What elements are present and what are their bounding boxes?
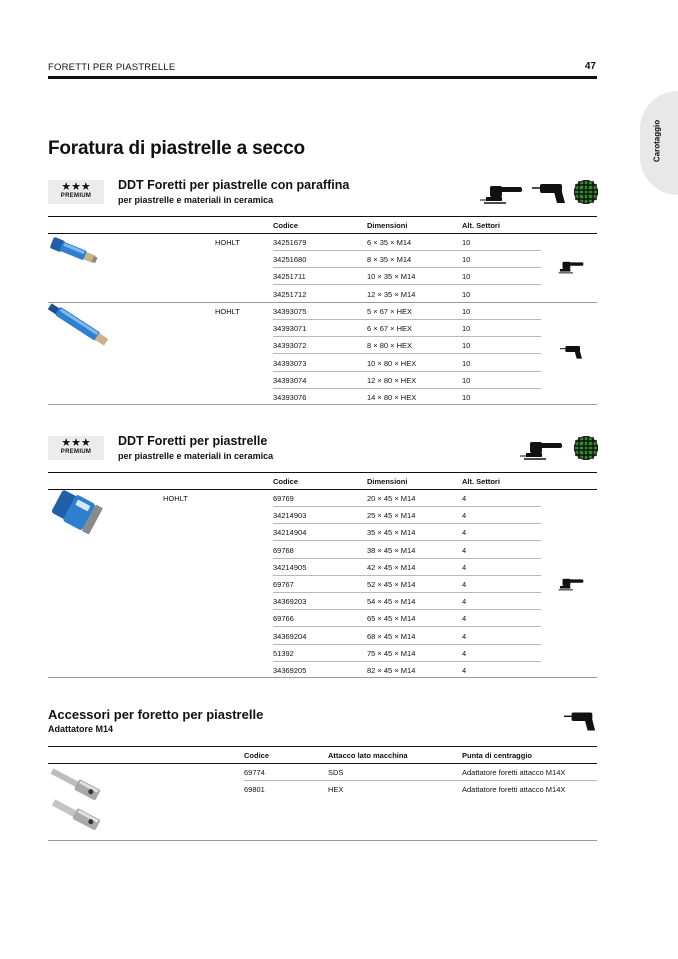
product-sectors: 4 — [462, 545, 467, 555]
accessory-description: Adattatore foretti attacco M14X — [462, 785, 566, 794]
row-divider — [273, 319, 541, 320]
product-dimensions: 6 × 67 × HEX — [367, 324, 413, 334]
product-sectors: 10 — [462, 255, 471, 265]
angle-grinder-icon — [480, 182, 526, 206]
table-header-rule — [48, 233, 597, 234]
product-code: 34393073 — [273, 358, 307, 368]
side-tab-label: Carotaggio — [652, 119, 662, 163]
column-header: Dimensioni — [367, 477, 408, 486]
row-divider — [273, 609, 541, 610]
product-code: 69766 — [273, 614, 294, 624]
product-code: 34393076 — [273, 393, 307, 402]
row-divider — [273, 592, 541, 593]
product-code: 34251679 — [273, 238, 307, 247]
product-image-long-bit — [48, 303, 114, 349]
tile-material-icon — [574, 180, 598, 204]
column-header: Attacco lato macchina — [328, 751, 408, 760]
row-divider — [273, 523, 541, 524]
product-dimensions: 14 × 80 × HEX — [367, 393, 417, 402]
angle-grinder-icon — [556, 576, 586, 592]
product-sectors: 10 — [462, 375, 471, 385]
product-dimensions: 12 × 80 × HEX — [367, 375, 417, 385]
page-title: Foratura di piastrelle a secco — [48, 138, 305, 159]
rating-stars: ★★★ — [61, 437, 91, 449]
row-divider — [273, 388, 541, 389]
row-divider — [273, 336, 541, 337]
product-code: 51392 — [273, 648, 294, 658]
product-code: 34251680 — [273, 255, 307, 265]
product-dimensions: 68 × 45 × M14 — [367, 631, 416, 641]
type-label: HOHLT — [215, 307, 240, 316]
product-dimensions: 52 × 45 × M14 — [367, 580, 416, 589]
product-code: 69767 — [273, 580, 294, 589]
table-top-rule — [48, 216, 597, 217]
row-divider — [273, 558, 541, 559]
column-header: Dimensioni — [367, 221, 408, 230]
product-code: 34393075 — [273, 307, 307, 316]
product-image-short-bit — [48, 236, 104, 268]
table-bottom-rule — [48, 404, 597, 405]
product-sectors: 10 — [462, 341, 471, 351]
row-divider — [273, 644, 541, 645]
table-bottom-rule — [48, 840, 597, 841]
product-sectors: 4 — [462, 597, 467, 607]
product-dimensions: 35 × 45 × M14 — [367, 528, 416, 538]
drill-icon — [560, 344, 584, 360]
angle-grinder-icon — [520, 438, 566, 462]
column-header: Codice — [273, 477, 299, 486]
row-divider — [273, 353, 541, 354]
product-sectors: 10 — [462, 289, 471, 299]
accessories-subtitle: Adattatore M14 — [48, 724, 114, 734]
type-label: HOHLT — [163, 494, 188, 503]
premium-badge — [48, 180, 104, 204]
product-dimensions: 25 × 45 × M14 — [367, 511, 416, 521]
type-label: HOHLT — [215, 238, 240, 247]
accessories-title: Accessori per foretto per piastrelle — [48, 707, 264, 722]
row-divider — [273, 267, 541, 268]
product-sectors: 4 — [462, 614, 467, 624]
row-divider — [244, 780, 597, 781]
row-divider — [273, 626, 541, 627]
product-image-adapters — [48, 766, 114, 836]
product-dimensions: 6 × 35 × M14 — [367, 238, 412, 247]
product-code: 34214905 — [273, 562, 307, 572]
product-code: 34369205 — [273, 666, 307, 675]
row-divider — [273, 284, 541, 285]
header-category: FORETTI PER PIASTRELLE — [48, 62, 176, 73]
accessory-attachment: SDS — [328, 768, 344, 777]
product-dimensions: 8 × 80 × HEX — [367, 341, 413, 351]
product-sectors: 4 — [462, 528, 467, 538]
column-header: Codice — [244, 751, 270, 760]
product-sectors: 4 — [462, 494, 467, 503]
premium-label: PREMIUM — [60, 449, 92, 455]
product-title: DDT Foretti per piastrelle con paraffina — [118, 178, 350, 192]
angle-grinder-icon — [556, 259, 586, 275]
table-header-rule — [48, 489, 597, 490]
product-sectors: 4 — [462, 666, 467, 675]
product-code: 34369203 — [273, 597, 307, 607]
product-code: 69768 — [273, 545, 294, 555]
table-top-rule — [48, 472, 597, 473]
product-code: 34393072 — [273, 341, 307, 351]
product-dimensions: 65 × 45 × M14 — [367, 614, 416, 624]
product-dimensions: 20 × 45 × M14 — [367, 494, 416, 503]
row-divider — [273, 506, 541, 507]
product-subtitle: per piastrelle e materiali in ceramica — [118, 195, 274, 205]
product-dimensions: 54 × 45 × M14 — [367, 597, 416, 607]
product-sectors: 10 — [462, 272, 471, 282]
accessory-description: Adattatore foretti attacco M14X — [462, 768, 566, 777]
product-sectors: 4 — [462, 580, 467, 589]
table-top-rule — [48, 746, 597, 747]
product-sectors: 10 — [462, 238, 471, 247]
product-code: 34214904 — [273, 528, 307, 538]
product-dimensions: 12 × 35 × M14 — [367, 289, 416, 299]
product-image-core-bit — [48, 490, 104, 534]
row-divider — [273, 250, 541, 251]
product-sectors: 10 — [462, 307, 471, 316]
product-dimensions: 82 × 45 × M14 — [367, 666, 416, 675]
product-dimensions: 8 × 35 × M14 — [367, 255, 412, 265]
product-dimensions: 10 × 80 × HEX — [367, 358, 417, 368]
product-code: 69769 — [273, 494, 294, 503]
accessory-code: 69774 — [244, 768, 265, 777]
drill-icon — [532, 182, 568, 204]
product-dimensions: 38 × 45 × M14 — [367, 545, 416, 555]
product-sectors: 4 — [462, 511, 467, 521]
header-divider — [48, 76, 597, 79]
accessory-code: 69801 — [244, 785, 265, 794]
product-subtitle: per piastrelle e materiali in ceramica — [118, 451, 274, 461]
product-sectors: 10 — [462, 324, 471, 334]
side-tab[interactable] — [640, 91, 678, 195]
product-sectors: 4 — [462, 648, 467, 658]
product-code: 34251711 — [273, 272, 306, 282]
product-code: 34214903 — [273, 511, 307, 521]
product-sectors: 10 — [462, 393, 471, 402]
product-dimensions: 42 × 45 × M14 — [367, 562, 416, 572]
product-title: DDT Foretti per piastrelle — [118, 434, 268, 448]
rating-stars: ★★★ — [61, 181, 91, 193]
page-number: 47 — [584, 61, 596, 72]
table-bottom-rule — [48, 677, 597, 678]
column-header: Punta di centraggio — [462, 751, 533, 760]
accessory-attachment: HEX — [328, 785, 344, 794]
premium-label: PREMIUM — [60, 193, 92, 199]
row-divider — [273, 540, 541, 541]
drill-icon — [564, 710, 598, 732]
product-code: 34393074 — [273, 375, 307, 385]
product-dimensions: 10 × 35 × M14 — [367, 272, 416, 282]
product-code: 34369204 — [273, 631, 307, 641]
product-code: 34251712 — [273, 289, 307, 299]
group-divider — [48, 302, 597, 303]
row-divider — [273, 575, 541, 576]
row-divider — [273, 371, 541, 372]
product-dimensions: 5 × 67 × HEX — [367, 307, 413, 316]
product-sectors: 4 — [462, 562, 467, 572]
product-dimensions: 75 × 45 × M14 — [367, 648, 416, 658]
column-header: Alt. Settori — [462, 477, 500, 486]
product-code: 34393071 — [273, 324, 307, 334]
tile-material-icon — [574, 436, 598, 460]
product-sectors: 10 — [462, 358, 471, 368]
product-sectors: 4 — [462, 631, 467, 641]
column-header: Alt. Settori — [462, 221, 500, 230]
column-header: Codice — [273, 221, 299, 230]
table-header-rule — [48, 763, 597, 764]
premium-badge — [48, 436, 104, 460]
row-divider — [273, 661, 541, 662]
